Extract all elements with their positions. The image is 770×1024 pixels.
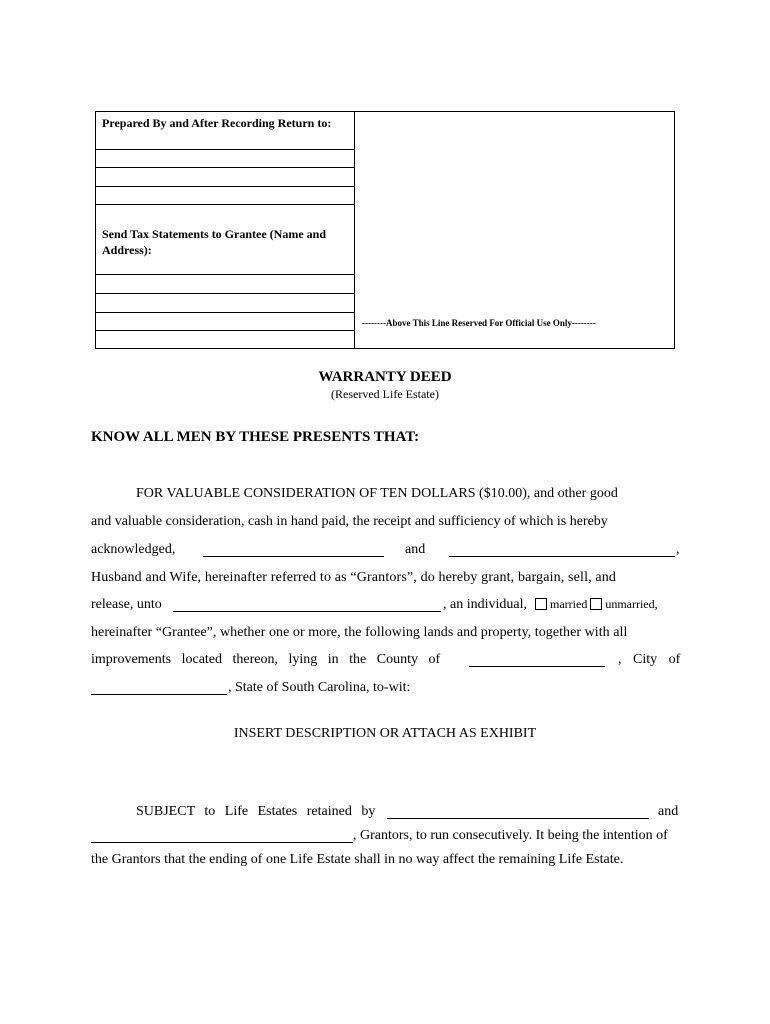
- return-address-line-4[interactable]: [96, 204, 355, 205]
- tax-address-line-4[interactable]: [96, 330, 355, 331]
- grantor-2-name-field[interactable]: [449, 542, 675, 557]
- married-checkbox[interactable]: [535, 598, 547, 610]
- individual-text: , an individual,: [443, 597, 527, 612]
- consideration-text-2: and valuable consideration, cash in hand paid, the receipt and sufficiency of which is hereby: [91, 514, 608, 529]
- tax-address-line-1[interactable]: [96, 274, 355, 275]
- unmarried-label: unmarried,: [605, 597, 658, 611]
- recording-header-box: [95, 111, 675, 349]
- unmarried-checkbox[interactable]: [590, 598, 602, 610]
- official-use-only-note: --------Above This Line Reserved For Official Use Only--------: [362, 318, 596, 328]
- tax-address-line-2[interactable]: [96, 293, 355, 294]
- recording-info-column: [96, 112, 355, 348]
- acknowledged-text: acknowledged,: [91, 542, 176, 557]
- husband-wife-text: Husband and Wife, hereinafter referred to as “Grantors”, do hereby grant, bargain, sell, and: [91, 570, 617, 585]
- know-all-men-heading: KNOW ALL MEN BY THESE PRESENTS THAT:: [91, 429, 420, 445]
- husband-wife-line: [91, 570, 680, 586]
- grantor-1-name-field[interactable]: [203, 542, 384, 557]
- state-text: , State of South Carolina, to-wit:: [228, 680, 411, 695]
- deed-subtitle: (Reserved Life Estate): [331, 387, 439, 401]
- and-text: and: [405, 542, 426, 557]
- grantors-line: [91, 542, 680, 558]
- grantee-definition-text: hereinafter “Grantee”, whether one or more, the following lands and property, together with all: [91, 625, 628, 640]
- grantee-definition-line: [91, 625, 680, 641]
- subject-text: SUBJECT to Life Estates retained by: [136, 804, 376, 819]
- life-estate-line-3: [91, 852, 680, 868]
- return-address-line-3[interactable]: [96, 186, 355, 187]
- prepared-by-label: Prepared By and After Recording Return to:: [102, 116, 332, 130]
- tax-address-line-3[interactable]: [96, 312, 355, 313]
- city-of-text: , City of: [618, 652, 681, 667]
- release-unto-text: release, unto: [91, 597, 162, 612]
- consideration-text: FOR VALUABLE CONSIDERATION OF TEN DOLLARS ($10.00), and other good: [136, 486, 618, 501]
- deed-title: WARRANTY DEED: [318, 369, 452, 385]
- marital-status-options: [532, 597, 658, 613]
- grantee-name-field[interactable]: [173, 597, 441, 612]
- county-field[interactable]: [469, 652, 605, 667]
- comma-text: ,: [676, 542, 680, 557]
- return-address-line-1[interactable]: [96, 149, 355, 150]
- insert-description-text: INSERT DESCRIPTION OR ATTACH AS EXHIBIT: [233, 726, 537, 741]
- city-field[interactable]: [91, 680, 227, 695]
- consideration-line-1: [91, 486, 680, 502]
- grantee-line: [91, 597, 680, 613]
- married-label: married: [550, 597, 588, 611]
- send-tax-label-line-2: Address):: [102, 243, 152, 257]
- life-estate-holder-field-2[interactable]: [91, 828, 353, 843]
- life-estate-holder-field[interactable]: [387, 804, 649, 819]
- county-line: [91, 652, 680, 668]
- intention-text: the Grantors that the ending of one Life Estate shall in no way affect the remaining Life Estate.: [91, 852, 624, 867]
- send-tax-label-line-1: Send Tax Statements to Grantee (Name and: [102, 227, 326, 241]
- grantors-consecutive-text: , Grantors, to run consecutively. It being the intention of: [353, 828, 668, 843]
- consideration-line-2: [91, 514, 680, 530]
- return-address-line-2[interactable]: [96, 167, 355, 168]
- improvements-text: improvements located thereon, lying in the County of: [91, 652, 441, 667]
- and-text-2: and: [658, 804, 679, 819]
